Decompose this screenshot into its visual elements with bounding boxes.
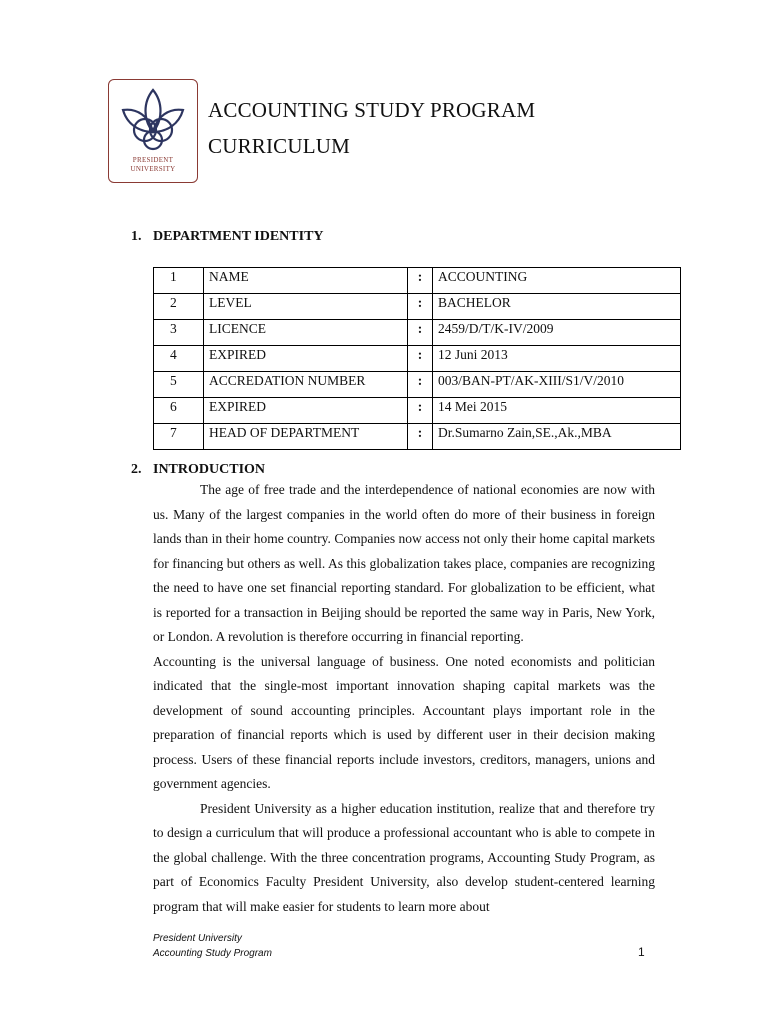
row-colon: :: [408, 320, 433, 346]
row-colon: :: [408, 294, 433, 320]
table-row: [154, 294, 681, 320]
table-row: [154, 346, 681, 372]
university-logo: [108, 79, 198, 183]
row-value: 2459/D/T/K-IV/2009: [433, 320, 681, 346]
row-label: LEVEL: [204, 294, 408, 320]
row-colon: :: [408, 424, 433, 450]
table-row: [154, 320, 681, 346]
row-colon: :: [408, 398, 433, 424]
table-row: [154, 398, 681, 424]
footer-program: Accounting Study Program: [153, 948, 272, 959]
row-value: Dr.Sumarno Zain,SE.,Ak.,MBA: [433, 424, 681, 450]
row-label: EXPIRED: [204, 346, 408, 372]
section-heading-department-identity: [131, 229, 324, 245]
row-number: 7: [154, 424, 204, 450]
section-number: 1.: [131, 229, 142, 244]
document-title-line1: ACCOUNTING STUDY PROGRAM: [208, 98, 536, 122]
row-number: 2: [154, 294, 204, 320]
row-number: 1: [154, 268, 204, 294]
row-label: HEAD OF DEPARTMENT: [204, 424, 408, 450]
table-row: [154, 372, 681, 398]
section-title: DEPARTMENT IDENTITY: [153, 229, 324, 244]
introduction-body: [153, 478, 655, 919]
section-number: 2.: [131, 462, 142, 477]
row-number: 6: [154, 398, 204, 424]
paragraph: The age of free trade and the interdependence of national economies are now with us. Many of the largest companies in the world often do more of their business in foreign lands than in their home country. Companies now access not only their home capital markets for financing but others as well. As this globalization takes place, companies are recognizing the need to have one set financial reporting standard. For globalization to be efficient, what is reported for a transaction in Beijing should be reported the same way in Paris, New York, or London. A revolution is therefore occurring in financial reporting.: [153, 482, 655, 644]
section-title: INTRODUCTION: [153, 462, 266, 477]
row-value: 14 Mei 2015: [433, 398, 681, 424]
logo-text-president: PRESIDENT: [132, 156, 174, 164]
row-label: LICENCE: [204, 320, 408, 346]
page-footer: [153, 931, 272, 961]
section-heading-introduction: [131, 462, 265, 478]
row-value: ACCOUNTING: [433, 268, 681, 294]
logo-text-university: UNIVERSITY: [130, 165, 176, 173]
paragraph: Accounting is the universal language of business. One noted economists and politician indicated that the single-most important innovation shaping capital markets was the development of sound accounting principles. Accountant plays important role in the preparation of financial reports which is used by different user in their decision making process. Users of these financial reports include investors, creditors, managers, unions and government agencies.: [153, 653, 655, 791]
paragraph: President University as a higher education institution, realize that and therefore try to design a curriculum that will produce a professional accountant who is able to compete in the global challenge. With the three concentration programs, Accounting Study Program, as part of Economics Faculty President University, also develop student-centered learning program that will make easier for students to learn more about: [153, 800, 655, 914]
row-value: 003/BAN-PT/AK-XIII/S1/V/2010: [433, 372, 681, 398]
department-identity-table: [153, 267, 681, 450]
row-colon: :: [408, 268, 433, 294]
table-row: [154, 424, 681, 450]
row-colon: :: [408, 346, 433, 372]
row-value: BACHELOR: [433, 294, 681, 320]
row-label: ACCREDATION NUMBER: [204, 372, 408, 398]
row-number: 4: [154, 346, 204, 372]
row-number: 5: [154, 372, 204, 398]
row-colon: :: [408, 372, 433, 398]
row-label: EXPIRED: [204, 398, 408, 424]
page-number: 1: [638, 945, 645, 959]
row-label: NAME: [204, 268, 408, 294]
document-title-line2: CURRICULUM: [208, 134, 351, 158]
table-row: [154, 268, 681, 294]
footer-university: President University: [153, 933, 242, 944]
row-value: 12 Juni 2013: [433, 346, 681, 372]
row-number: 3: [154, 320, 204, 346]
